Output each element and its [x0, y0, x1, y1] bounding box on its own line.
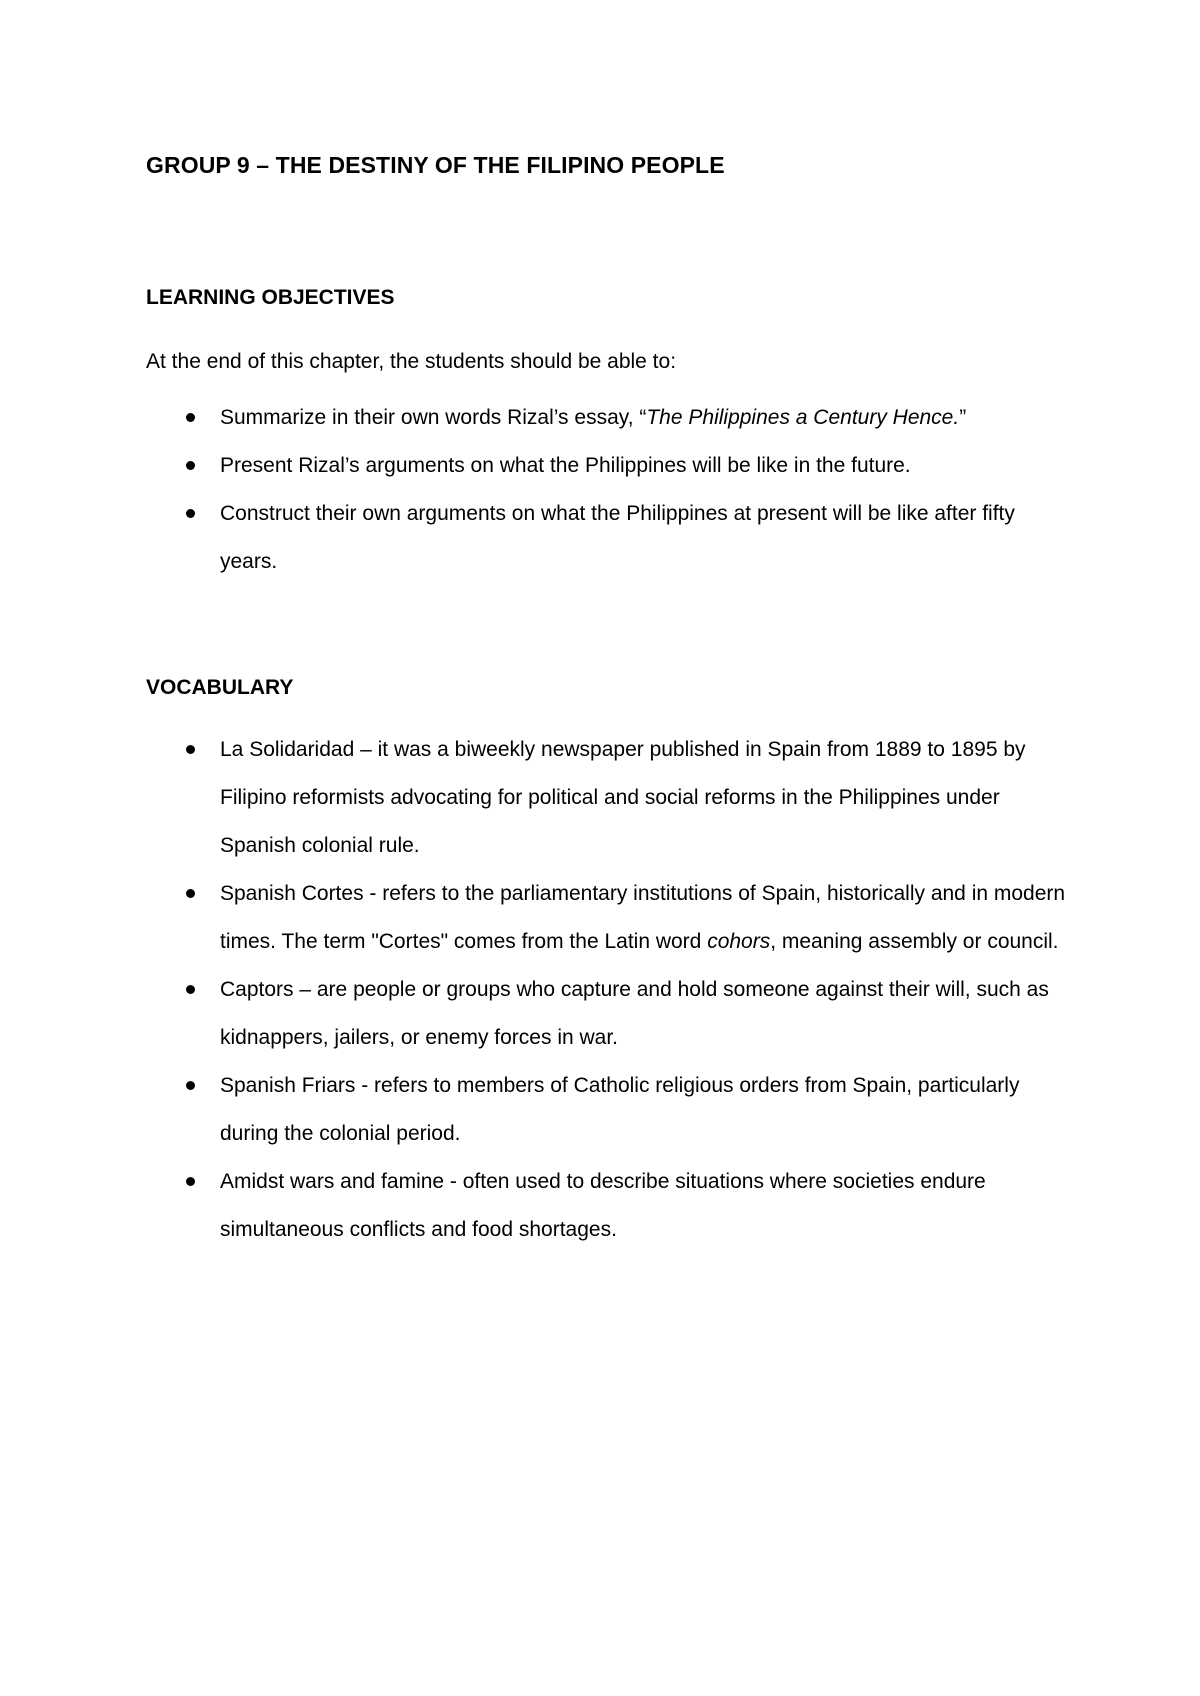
vocabulary-text: Captors – are people or groups who capture and hold someone against their will, such as kidnappers, jailers, or enemy forces in war.: [220, 978, 1049, 1049]
bullet-icon: [186, 889, 195, 898]
bullet-icon: [186, 1081, 195, 1090]
objective-item: [146, 490, 1066, 586]
vocabulary-list: [146, 726, 1066, 1254]
vocabulary-item: [146, 726, 1066, 870]
objectives-list: [146, 394, 1066, 586]
vocabulary-heading: VOCABULARY: [146, 676, 294, 699]
objective-item: [146, 394, 1066, 442]
vocabulary-item: [146, 1158, 1066, 1254]
bullet-icon: [186, 985, 195, 994]
vocabulary-text: La Solidaridad – it was a biweekly newspaper published in Spain from 1889 to 1895 by Filipino reformists advocating for political and social reforms in the Philippines under Spanish colonial rule.: [220, 738, 1026, 857]
bullet-icon: [186, 461, 195, 470]
bullet-icon: [186, 745, 195, 754]
vocabulary-item: [146, 966, 1066, 1062]
bullet-icon: [186, 509, 195, 518]
vocabulary-item: [146, 870, 1066, 966]
objective-text: Summarize in their own words Rizal’s essay, “: [220, 406, 647, 429]
objective-text: Present Rizal’s arguments on what the Philippines will be like in the future.: [220, 454, 911, 477]
objectives-intro: At the end of this chapter, the students should be able to:: [146, 350, 677, 373]
vocabulary-text: Amidst wars and famine - often used to describe situations where societies endure simultaneous conflicts and food shortages.: [220, 1170, 986, 1241]
document-title: GROUP 9 – THE DESTINY OF THE FILIPINO PEOPLE: [146, 152, 725, 178]
essay-title: The Philippines a Century Hence.: [646, 406, 960, 429]
vocabulary-text: Spanish Cortes - refers to the parliamentary institutions of Spain, historically and in modern times. The term "Cortes" comes from the Latin word: [220, 882, 1066, 953]
bullet-icon: [186, 413, 195, 422]
document-content: [146, 148, 1066, 1254]
vocabulary-text: Spanish Friars - refers to members of Catholic religious orders from Spain, particularly during the colonial period.: [220, 1074, 1020, 1145]
latin-word: cohors: [707, 930, 771, 953]
vocabulary-text-end: , meaning assembly or council.: [770, 930, 1059, 953]
vocabulary-item: [146, 1062, 1066, 1158]
objective-item: [146, 442, 1066, 490]
learning-objectives-heading: LEARNING OBJECTIVES: [146, 286, 395, 309]
objective-text-end: ”: [959, 406, 967, 429]
objective-text: Construct their own arguments on what the Philippines at present will be like after fifty years.: [220, 502, 1015, 573]
bullet-icon: [186, 1177, 195, 1186]
